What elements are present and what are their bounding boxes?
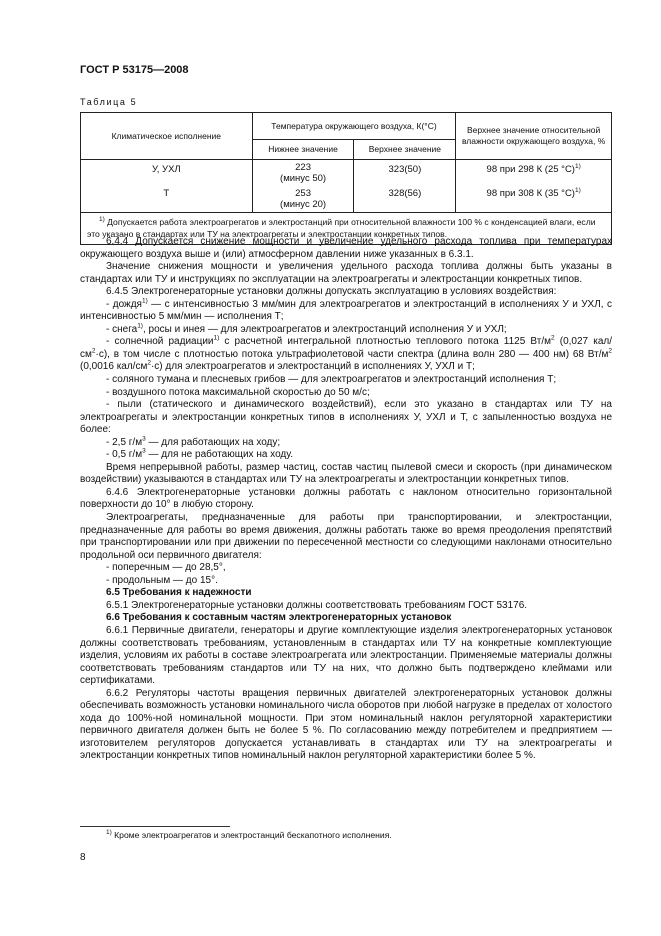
text-run: - снега — [106, 323, 138, 335]
text-run: (0,0016 кал/см — [80, 361, 148, 373]
text-run: — для не работающих на ходу. — [145, 449, 294, 461]
cell-lower-k: 223 — [295, 162, 311, 173]
cell-climate: Т — [81, 186, 253, 213]
text-run: ·с) для электроагрегатов и электростанций в исполнениях У, УХЛ и Т; — [150, 361, 475, 373]
page-number: 8 — [80, 852, 86, 863]
list-item — [80, 299, 612, 324]
paragraph: 6.6.2 Регуляторы частоты вращения первичных двигателей электрогенераторных установок должны обеспечивать возможность установки номинального числа оборотов при любой нагрузке в пределах от холостого хода до 100%-ной номинальной мощности. При этом номинальный наклон регуляторной характеристики первичного двигателя должен быть не более 5 %. По согласованию между потребителем и предприятием — изготовителем регуляторов допускается устанавливать в стандартах или ТУ на электроагрегаты и электростанции конкретных типов номинальный наклон регуляторной характеристики более 5 %. — [80, 687, 612, 762]
paragraph: 6.4.4 Допускается снижение мощности и увеличение удельного расхода топлива при температурах окружающего воздуха выше и (или) атмосферном давлении ниже указанных в 6.3.1. — [80, 236, 612, 260]
paragraph: 6.4.6 Электрогенераторные установки должны работать с наклоном относительно горизонтальной поверхности до 10° в любую сторону. — [80, 486, 612, 511]
paragraph: 6.5.1 Электрогенераторные установки должны соответствовать требованиям ГОСТ 53176. — [106, 599, 528, 611]
header-climate: Климатическое исполнение — [81, 113, 253, 160]
list-item — [80, 449, 612, 462]
superscript: 2 — [551, 335, 555, 343]
text-run: , росы и инея — для электроагрегатов и электростанций исполнения У и УХЛ; — [142, 323, 507, 335]
cell-lower-k: 253 — [295, 188, 311, 199]
section-heading: 6.6 Требования к составным частям электрогенераторных установок — [106, 612, 452, 624]
footnote-mark: 1) — [574, 186, 581, 194]
list-item — [80, 324, 612, 337]
page-footnote — [106, 830, 392, 840]
table-caption: Таблица 5 — [80, 97, 138, 107]
cell-lower-c: (минус 50) — [280, 173, 327, 184]
footnote-mark: 1) — [574, 162, 581, 170]
table-footnote-text: Допускается работа электроагрегатов и электростанций при относительной влажности 100 % с конденсацией влаги, если это указано в стандартах или ТУ на электроагрегаты и электростанции конкретных типов. — [87, 217, 596, 239]
text-run: (0,027 кал/см — [80, 336, 612, 360]
list-item — [80, 437, 612, 450]
superscript: 3 — [142, 435, 146, 443]
paragraph: 6.6.1 Первичные двигатели, генераторы и другие комплектующие изделия электрогенераторных установок должны соответствовать требованиям, установленным в стандартах или ТУ на конкретные комплектующие изделия, условиям их работы в составе электроагрегата или электростанции. Применяемые материалы должны соответствовать требованиям стандартов или ТУ на них, что должно быть подтверждено клеймами или сертификатами. — [80, 624, 612, 687]
table-row — [81, 160, 612, 187]
footnote-mark: 1) — [137, 322, 143, 330]
cell-humidity — [456, 186, 612, 213]
list-item: - поперечным — до 28,5°, — [106, 562, 226, 574]
header-temperature: Температура окружающего воздуха, К(°C) — [252, 113, 456, 140]
list-item: - воздушного потока максимальной скоростью до 50 м/с; — [106, 386, 370, 398]
superscript: 2 — [608, 347, 612, 355]
paragraph: Значение снижения мощности и увеличения удельного расхода топлива должны быть указаны в стандартах или ТУ и инструкциях по эксплуатации на электроагрегаты и электростанции конкретных типов. — [80, 261, 612, 285]
paragraph: Электроагрегаты, предназначенные для работы при транспортировании, и электростанции, предназначенные для работы во время движения, должны работать также во время преодоления препятствий при транспортировании или при движении по пересеченной местности со следующими наклонами относительно продольной оси первичного двигателя: — [80, 512, 612, 561]
text-run: - 2,5 г/м — [106, 436, 143, 448]
paragraph: Время непрерывной работы, размер частиц, состав частиц пылевой смеси и скорость (при динамическом воздействии) указываются в стандартах или ТУ на электроагрегаты и электростанции конкретных типов. — [80, 461, 612, 486]
superscript: 2 — [91, 347, 96, 355]
footnote-mark: 1) — [213, 335, 220, 343]
climate-table — [80, 112, 612, 245]
footnote-divider — [80, 826, 230, 827]
list-item: - пыли (статического и динамического воздействий), если это указано в стандартах или ТУ на электроагрегаты и электростанции конкретных типов в исполнениях У, УХЛ и Т, с запыленностью воздуха не более: — [80, 399, 612, 436]
table-row — [81, 186, 612, 213]
list-item — [80, 336, 612, 374]
cell-lower — [252, 160, 354, 187]
list-item: - продольным — до 15°. — [106, 574, 218, 586]
text-run: — с интенсивностью 3 мм/мин для электроагрегатов и электростанций в исполнениях У и УХЛ, с интенсивностью 5 мм/мин — исполнения Т; — [80, 298, 612, 323]
text-run: - дождя — [106, 298, 142, 310]
text-run: ·с), в том числе с плотностью потока ультрафиолетовой части спектра (длина волн 280 — 400 нм) 68 Вт/м — [95, 348, 609, 360]
cell-climate: У, УХЛ — [81, 160, 253, 187]
paragraph: 6.4.5 Электрогенераторные установки должны допускать эксплуатацию в условиях воздействия: — [106, 286, 557, 298]
header-upper: Верхнее значение — [354, 140, 456, 160]
header-lower: Нижнее значение — [252, 140, 354, 160]
cell-lower-c: (минус 20) — [280, 199, 327, 210]
footnote-mark: 1) — [98, 216, 105, 224]
header-humidity: Верхнее значение относительной влажности окружающего воздуха, % — [456, 113, 612, 160]
footnote-mark: 1) — [106, 829, 112, 837]
section-heading: 6.5 Требования к надежности — [106, 587, 252, 599]
cell-upper: 328(56) — [354, 186, 456, 213]
footnote-mark: 1) — [141, 297, 148, 305]
text-run: - 0,5 г/м — [106, 449, 143, 461]
body-text — [80, 236, 612, 763]
cell-humidity — [456, 160, 612, 187]
page-footnote-text: Кроме электроагрегатов и электростанций бескапотного исполнения. — [111, 830, 392, 840]
superscript: 3 — [142, 447, 146, 455]
cell-lower — [252, 186, 354, 213]
text-run: с расчетной интегральной плотностью теплового потока 1125 Вт/м — [219, 336, 551, 348]
cell-humidity-text: 98 при 308 К (35 °С) — [486, 188, 575, 199]
list-item: - соляного тумана и плесневых грибов — для электроагрегатов и электростанций исполнения Т; — [106, 374, 557, 386]
superscript: 2 — [147, 360, 151, 368]
standard-header: ГОСТ Р 53175—2008 — [80, 64, 189, 76]
cell-humidity-text: 98 при 298 К (25 °С) — [486, 164, 575, 175]
text-run: - солнечной радиации — [106, 336, 214, 348]
text-run: — для работающих на ходу; — [145, 436, 281, 448]
cell-upper: 323(50) — [354, 160, 456, 187]
